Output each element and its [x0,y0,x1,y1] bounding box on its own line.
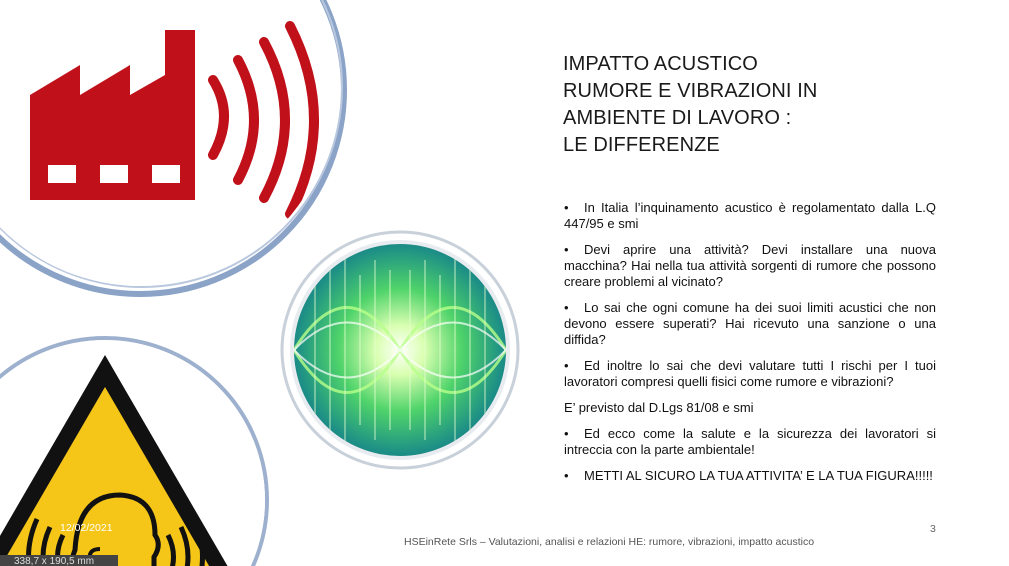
title-line: LE DIFFERENZE [563,134,720,156]
noise-warning-sign-icon [0,335,270,566]
slide-footer: HSEinRete Srls – Valutazioni, analisi e relazioni HE: rumore, vibrazioni, impatto acustico [404,536,815,548]
paragraph-text: Lo sai che ogni comune ha dei suoi limiti acustici che non devono essere superati? Hai ricevuto una sanzione o una diffida? [564,300,936,347]
paragraph-text: Ed ecco come la salute e la sicurezza dei lavoratori si intreccia con la parte ambientale! [564,426,936,457]
paragraph-text: Devi aprire una attività? Devi installare una nuova macchina? Hai nella tua attività sorgenti di rumore che possono creare problemi al vicinato? [564,242,936,289]
bullet-paragraph [564,426,936,458]
title-line: IMPATTO ACUSTICO [563,53,758,75]
bullet-icon: • [564,200,569,215]
bullet-paragraph [564,200,936,232]
page-number: 3 [930,523,936,535]
bullet-paragraph [564,242,936,290]
slide-date: 12/02/2021 [60,522,113,534]
dimension-readout: 338,7 x 190,5 mm [0,555,118,566]
sound-wave-image [275,225,525,475]
plain-paragraph [564,400,936,416]
bullet-icon: • [564,300,569,315]
paragraph-text: E’ previsto dal D.Lgs 81/08 e smi [564,400,754,415]
bullet-paragraph [564,468,936,484]
slide-body [564,200,936,494]
bullet-paragraph [564,300,936,348]
title-line: AMBIENTE DI LAVORO : [563,107,792,129]
slide-title [563,51,863,159]
paragraph-text: Ed inoltre lo sai che devi valutare tutti I rischi per I tuoi lavoratori compresi quelli fisici come rumore e vibrazioni? [564,358,936,389]
bullet-icon: • [564,468,569,483]
bullet-icon: • [564,242,569,257]
bullet-paragraph [564,358,936,390]
bullet-icon: • [564,358,569,373]
bullet-icon: • [564,426,569,441]
paragraph-text: METTI AL SICURO LA TUA ATTIVITA’ E LA TUA FIGURA!!!!! [584,468,933,483]
paragraph-text: In Italia l’inquinamento acustico è regolamentato dalla L.Q 447/95 e smi [564,200,936,231]
title-line: RUMORE E VIBRAZIONI IN [563,80,818,102]
